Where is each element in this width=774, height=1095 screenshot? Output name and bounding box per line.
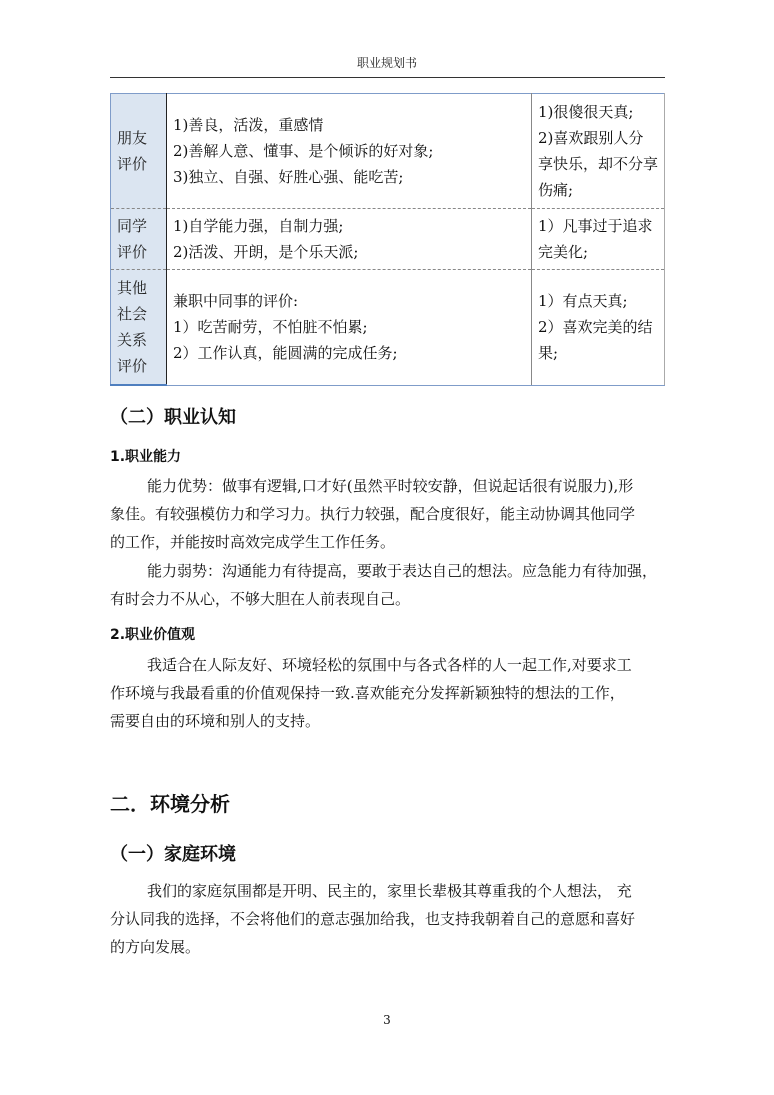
text-line: 能力优势：做事有逻辑,口才好(虽然平时较安静，但说起话很有说服力),形: [147, 477, 634, 495]
table-row: [111, 94, 665, 209]
weakness-line: 1)很傻很天真;: [537, 103, 634, 121]
paragraph-family: [110, 877, 665, 961]
weaknesses-cell: [531, 270, 664, 386]
row-label-line: 同学: [117, 217, 148, 235]
paragraph-values: [110, 651, 665, 735]
weakness-line: 2)喜欢跟别人分: [537, 129, 644, 147]
strengths-cell: [167, 209, 532, 270]
section-heading-career: （二）职业认知: [110, 407, 236, 428]
weaknesses-cell: [531, 94, 664, 209]
text-line: 能力弱势：沟通能力有待提高，要敢于表达自己的想法。应急能力有待加强，: [147, 562, 658, 580]
strength-line: 1)善良，活泼，重感情: [173, 116, 324, 134]
table-row: [111, 209, 665, 270]
row-label-line: 评价: [117, 357, 148, 375]
row-label-line: 关系: [117, 331, 148, 349]
row-label: [111, 209, 167, 270]
strength-line: 2）工作认真，能圆满的完成任务;: [173, 344, 398, 363]
row-label-line: 社会: [117, 305, 148, 323]
paragraph-ability-strengths: [110, 472, 665, 556]
page-header-title: 职业规划书: [356, 56, 417, 70]
text-line: 需要自由的环境和别人的支持。: [110, 712, 321, 730]
subheading-family: （一）家庭环境: [110, 844, 236, 865]
paragraph-ability-weaknesses: [110, 557, 665, 613]
text-line: 的方向发展。: [110, 938, 201, 956]
page-number: 3: [383, 1013, 391, 1027]
section-heading-environment: 二．环境分析: [110, 792, 230, 816]
weakness-line: 果;: [537, 344, 559, 363]
row-label-line: 其他: [117, 279, 148, 297]
weakness-line: 享快乐，却不分享: [537, 155, 658, 173]
text-line: 我适合在人际友好、环境轻松的氛围中与各式各样的人一起工作,对要求工: [147, 656, 632, 674]
strength-line: 1)自学能力强，自制力强;: [173, 217, 344, 235]
text-line: 的工作，并能按时高效完成学生工作任务。: [110, 533, 396, 551]
text-line: 象佳。有较强模仿力和学习力。执行力较强，配合度很好，能主动协调其他同学: [110, 505, 636, 523]
strength-line: 2)活泼、开朗，是个乐天派;: [173, 243, 359, 261]
text-line: 有时会力不从心，不够大胆在人前表现自己。: [110, 590, 411, 608]
row-label-line: 朋友: [117, 129, 148, 147]
weakness-line: 完美化;: [537, 243, 589, 261]
strength-line: 3)独立、自强、好胜心强、能吃苦;: [173, 168, 404, 186]
row-label-line: 评价: [117, 243, 148, 261]
strengths-cell: [167, 94, 532, 209]
strength-line: 1）吃苦耐劳，不怕脏不怕累;: [173, 318, 368, 337]
row-label: [111, 270, 167, 386]
strengths-cell: [167, 270, 532, 386]
text-line: 作环境与我最看重的价值观保持一致.喜欢能充分发挥新颖独特的想法的工作，: [110, 684, 625, 702]
weakness-line: 1）凡事过于追求: [537, 217, 653, 235]
strength-line: 兼职中同事的评价:: [173, 292, 299, 311]
weakness-line: 1）有点天真;: [537, 292, 628, 311]
row-label-line: 评价: [117, 155, 148, 173]
header-divider: [110, 77, 665, 78]
text-line: 分认同我的选择，不会将他们的意志强加给我，也支持我朝着自己的意愿和喜好: [110, 910, 636, 928]
table-row: [111, 270, 665, 386]
weakness-line: 伤痛;: [537, 181, 574, 199]
subheading-ability: 1.职业能力: [110, 449, 182, 465]
evaluation-table: [110, 93, 665, 386]
strength-line: 2)善解人意、懂事、是个倾诉的好对象;: [173, 142, 434, 160]
weaknesses-cell: [531, 209, 664, 270]
text-line: 我们的家庭氛围都是开明、民主的，家里长辈极其尊重我的个人想法， 充: [147, 882, 632, 900]
row-label: [111, 94, 167, 209]
subheading-values: 2.职业价值观: [110, 627, 196, 643]
weakness-line: 2）喜欢完美的结: [537, 318, 653, 337]
